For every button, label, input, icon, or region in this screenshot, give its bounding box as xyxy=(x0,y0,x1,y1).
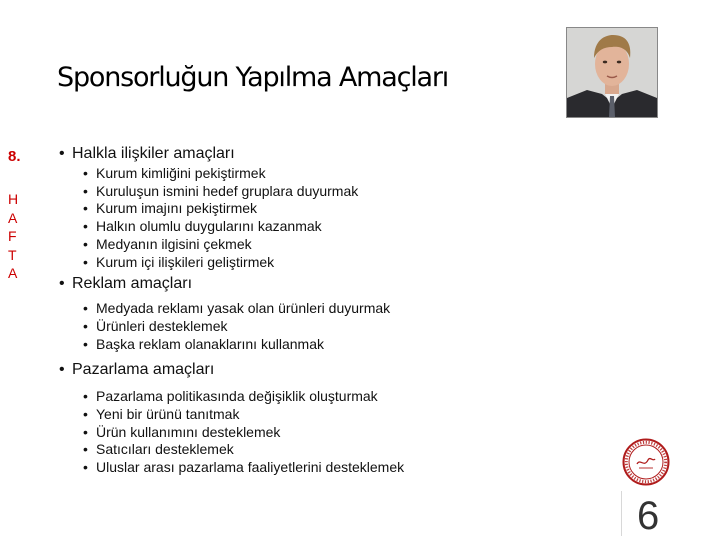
bullet: • xyxy=(83,388,88,405)
list-item xyxy=(83,200,579,218)
list-item-text: Medyanın ilgisini çekmek xyxy=(96,235,252,252)
bullet: • xyxy=(83,441,88,458)
bullet: • xyxy=(83,235,88,252)
list-item xyxy=(83,388,579,406)
list-item xyxy=(83,254,579,272)
bullet: • xyxy=(83,218,88,235)
section-halkla-iliskiler xyxy=(59,144,579,271)
list-item xyxy=(83,300,579,318)
bullet-list xyxy=(59,388,579,477)
bullet: • xyxy=(83,423,88,440)
list-item-text: Kurum imajını pekiştirmek xyxy=(96,200,258,217)
list-item-text: Başka reklam olanaklarını kullanmak xyxy=(96,335,324,352)
section-heading-text: Halkla ilişkiler amaçları xyxy=(72,145,235,162)
list-item xyxy=(83,318,579,336)
bullet: • xyxy=(83,335,88,352)
bullet: • xyxy=(59,145,65,162)
section-heading xyxy=(59,274,579,294)
section-heading xyxy=(59,144,579,164)
slide-content xyxy=(59,144,579,477)
bullet: • xyxy=(59,361,65,379)
bullet: • xyxy=(83,200,88,217)
week-number: 8. xyxy=(8,148,21,165)
list-item-text: Ürünleri desteklemek xyxy=(96,317,228,334)
week-letter: H xyxy=(8,191,20,207)
list-item xyxy=(83,424,579,442)
list-item-text: Ürün kullanımını desteklemek xyxy=(96,423,281,440)
slide-title: Sponsorluğun Yapılma Amaçları xyxy=(57,62,449,93)
bullet-list xyxy=(59,165,579,271)
list-item-text: Pazarlama politikasında değişiklik oluşturmak xyxy=(96,388,378,405)
section-heading-text: Reklam amaçları xyxy=(72,275,193,293)
list-item xyxy=(83,165,579,183)
list-item xyxy=(83,441,579,459)
section-pazarlama xyxy=(59,360,579,477)
list-item-text: Medyada reklamı yasak olan ürünleri duyurmak xyxy=(96,300,391,317)
bullet: • xyxy=(83,300,88,317)
week-letter: A xyxy=(8,265,19,281)
list-item xyxy=(83,459,579,477)
bullet: • xyxy=(83,406,88,423)
presenter-photo xyxy=(566,27,658,118)
list-item xyxy=(83,236,579,254)
bullet: • xyxy=(83,182,88,199)
presenter-portrait-image xyxy=(567,28,657,117)
bullet: • xyxy=(59,275,65,293)
bullet: • xyxy=(83,459,88,476)
week-letter: T xyxy=(8,246,18,263)
bullet: • xyxy=(83,253,88,270)
list-item-text: Kurum içi ilişkileri geliştirmek xyxy=(96,253,275,270)
section-heading-text: Pazarlama amaçları xyxy=(72,361,215,379)
list-item xyxy=(83,183,579,201)
list-item-text: Halkın olumlu duygularını kazanmak xyxy=(96,218,322,235)
list-item-text: Kurum kimliğini pekiştirmek xyxy=(96,165,266,181)
bullet: • xyxy=(83,317,88,334)
week-letter: F xyxy=(8,228,18,244)
section-reklam xyxy=(59,274,579,353)
page-number: 6 xyxy=(637,494,660,538)
section-heading xyxy=(59,360,579,380)
list-item-text: Satıcıları desteklemek xyxy=(96,441,234,458)
list-item xyxy=(83,218,579,236)
week-letter: A xyxy=(8,209,19,226)
list-item xyxy=(83,406,579,424)
seal-graphic xyxy=(622,438,670,486)
bullet: • xyxy=(83,165,88,181)
footer-divider xyxy=(621,491,622,536)
list-item-text: Yeni bir ürünü tanıtmak xyxy=(96,406,240,423)
university-seal-icon xyxy=(622,438,670,486)
bullet-list xyxy=(59,300,579,353)
week-label-vertical xyxy=(8,190,24,283)
list-item-text: Kuruluşun ismini hedef gruplara duyurmak xyxy=(96,182,359,199)
list-item-text: Uluslar arası pazarlama faaliyetlerini desteklemek xyxy=(96,459,405,476)
list-item xyxy=(83,336,579,354)
